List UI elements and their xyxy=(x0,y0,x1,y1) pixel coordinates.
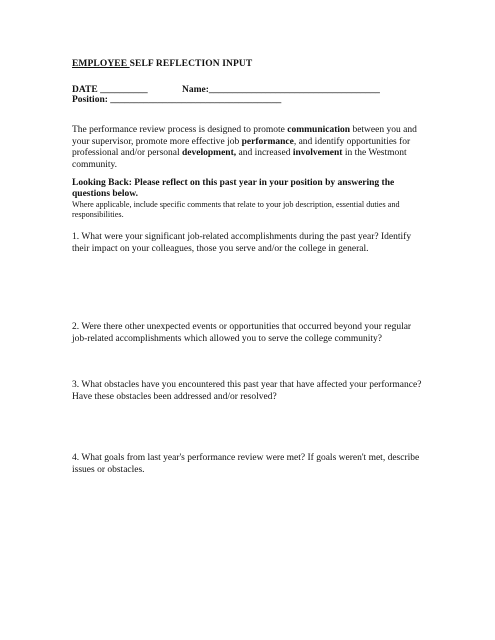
title-rest: SELF REFLECTION INPUT xyxy=(129,59,253,69)
question-3: 3. What obstacles have you encountered this past year that have affected your performance? Have these obstacles been addressed and/or resolved? xyxy=(72,380,422,402)
intro-text-1: The performance review process is designed to promote xyxy=(72,125,288,135)
date-field: DATE __________ xyxy=(72,85,148,95)
intro-text-5: in the Westmont community. xyxy=(72,148,407,170)
intro-paragraph xyxy=(72,125,427,171)
intro-bold-involvement: involvement xyxy=(292,148,343,158)
intro-text-3: , and identify opportunities for professional and/or personal xyxy=(72,136,411,158)
question-1: 1. What were your significant job-related accomplishments during the past year? Identify their impact on your colleagues, those you serve and/or the college in general. xyxy=(72,232,412,254)
intro-bold-development: development, xyxy=(182,148,237,158)
intro-bold-communication: communication xyxy=(287,125,351,135)
looking-back-heading: Looking Back: Please reflect on this past year in your position by answering the questions below. xyxy=(72,178,395,199)
position-field: Position: ____________________________________ xyxy=(72,95,282,105)
date-name-row xyxy=(72,85,432,95)
title-underlined-part: EMPLOYEE xyxy=(72,59,130,69)
question-4: 4. What goals from last year's performance review were met? If goals weren't met, describe issues or obstacles. xyxy=(72,453,420,475)
name-field: Name:____________________________________ xyxy=(182,85,380,95)
looking-back-note: Where applicable, include specific comments that relate to your job description, essential duties and responsibilities. xyxy=(72,200,400,219)
intro-bold-performance: performance xyxy=(241,136,294,147)
intro-text-2: between you and your supervisor, promote more effective job xyxy=(72,125,417,147)
document-title xyxy=(72,59,252,69)
intro-text-4: and increased xyxy=(236,148,293,158)
question-2: 2. Were there other unexpected events or opportunities that occurred beyond your regular job-related accomplishments which allowed you to serve the college community? xyxy=(72,322,412,344)
